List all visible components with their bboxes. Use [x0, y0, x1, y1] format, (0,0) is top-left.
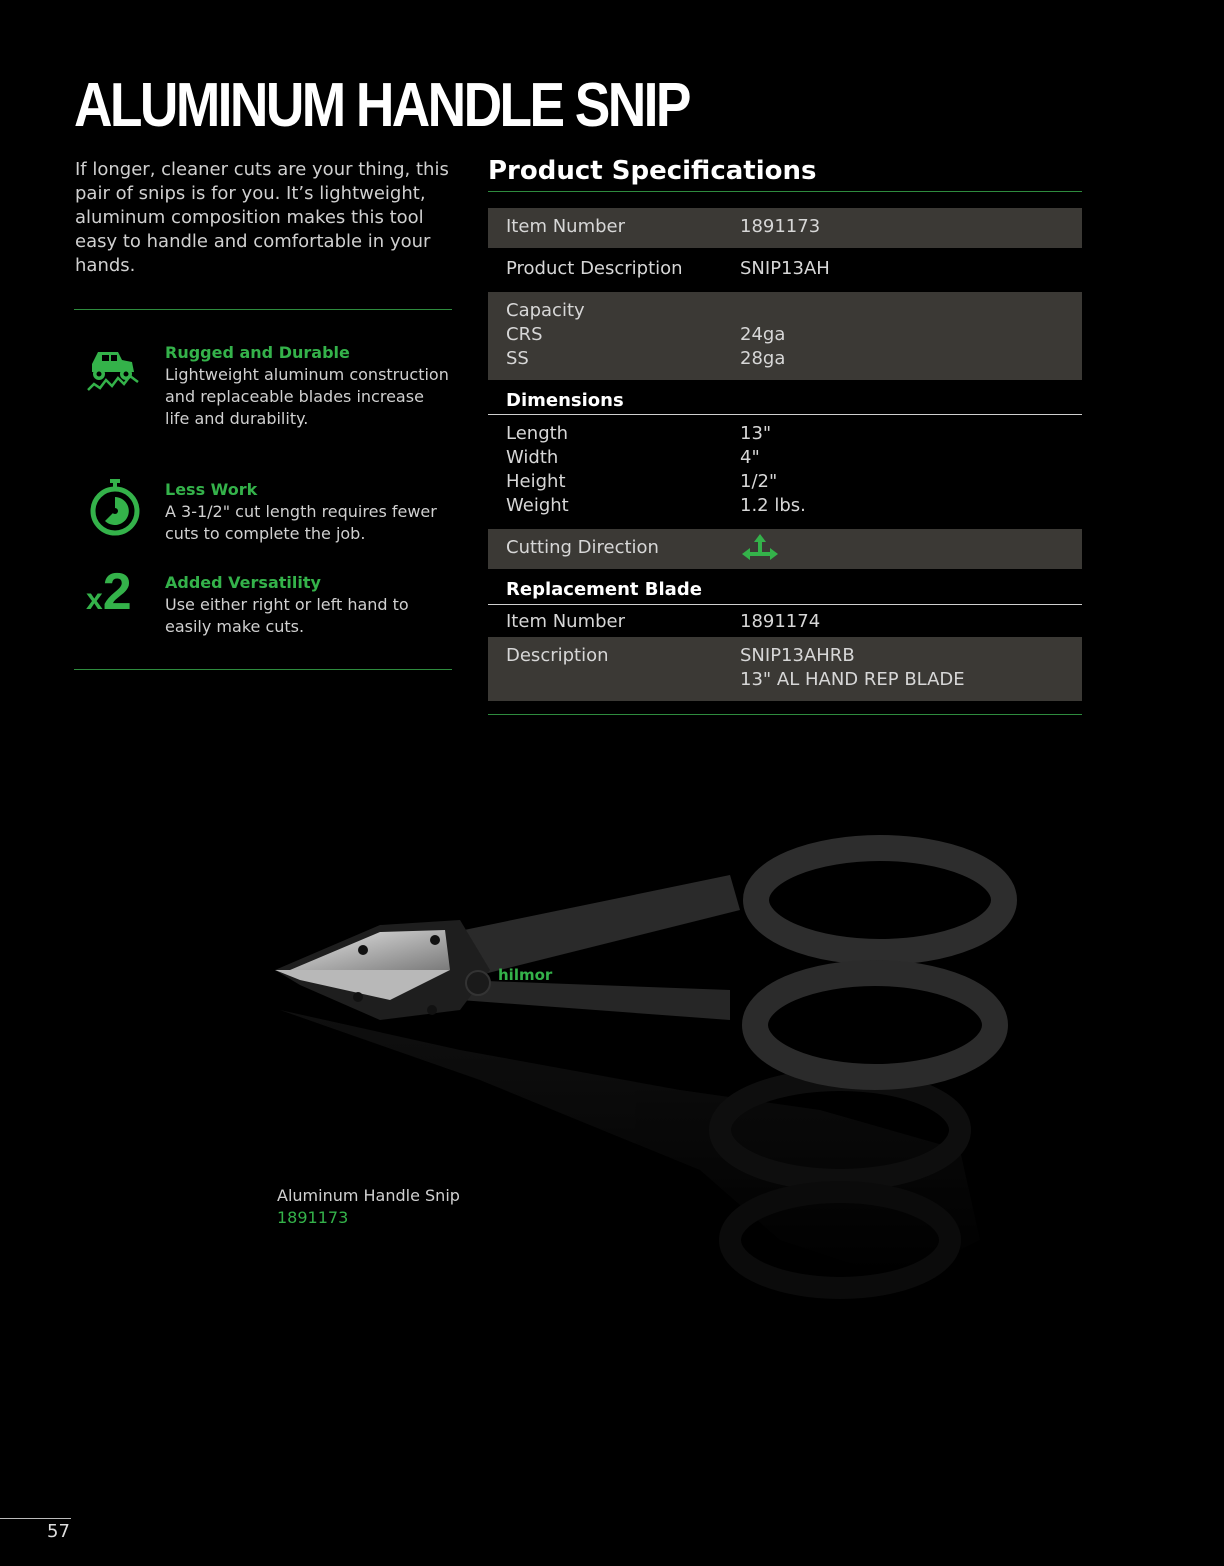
spec-row-cutting-direction: [488, 529, 1082, 569]
spec-row-dimensions: [488, 420, 1082, 526]
page-title: ALUMINUM HANDLE SNIP: [74, 71, 689, 140]
spec-row-blade-item: [488, 606, 1082, 637]
feature-versatility: [74, 563, 454, 642]
spec-value: 1891174: [740, 611, 821, 632]
spec-value: SNIP13AHRB: [740, 645, 855, 666]
spec-value: 24ga: [740, 324, 786, 345]
stopwatch-icon: [84, 479, 144, 539]
feature-title: Rugged and Durable: [165, 343, 350, 362]
spec-value: 1891173: [740, 216, 821, 237]
section-heading-dimensions: Dimensions: [488, 389, 1082, 415]
product-caption: [277, 1185, 460, 1229]
spec-label: SS: [506, 348, 529, 369]
divider: [488, 714, 1082, 715]
spec-label: Width: [506, 447, 559, 468]
divider: [0, 1518, 71, 1519]
spec-row-blade-description: [488, 637, 1082, 701]
feature-body: A 3-1/2" cut length requires fewer cuts to complete the job.: [165, 502, 437, 543]
spec-label: Capacity: [506, 300, 585, 321]
spec-label: Cutting Direction: [506, 537, 659, 558]
spec-label: Height: [506, 471, 566, 492]
spec-value: 4": [740, 447, 760, 468]
feature-less-work: [74, 479, 454, 559]
spec-row-item-number: [488, 208, 1082, 248]
spec-value: SNIP13AH: [740, 258, 830, 279]
divider: [74, 669, 452, 670]
caption-number: 1891173: [277, 1208, 349, 1227]
brand-logo: hilmor: [498, 966, 553, 984]
rugged-vehicle-icon: [84, 342, 144, 402]
caption-name: Aluminum Handle Snip: [277, 1186, 460, 1205]
x2-icon: x2: [86, 563, 132, 621]
spec-value: 1.2 lbs.: [740, 495, 806, 516]
feature-body: Lightweight aluminum construction and replaceable blades increase life and durability.: [165, 365, 449, 428]
cut-direction-arrows-icon: [740, 534, 780, 564]
spec-value: 1/2": [740, 471, 778, 492]
spec-label: Weight: [506, 495, 569, 516]
spec-label: CRS: [506, 324, 543, 345]
divider: [488, 191, 1082, 192]
spec-value: 28ga: [740, 348, 786, 369]
feature-title: Less Work: [165, 480, 258, 499]
feature-title: Added Versatility: [165, 573, 321, 592]
spec-value: 13": [740, 423, 772, 444]
spec-heading: Product Specifications: [488, 156, 817, 186]
spec-label: Description: [506, 645, 609, 666]
spec-row-capacity: [488, 292, 1082, 380]
spec-row-product-description: [488, 248, 1082, 292]
feature-body: Use either right or left hand to easily make cuts.: [165, 595, 409, 636]
spec-value: 13" AL HAND REP BLADE: [740, 669, 965, 690]
feature-rugged: [74, 342, 454, 452]
spec-label: Length: [506, 423, 569, 444]
page-number: 57: [47, 1521, 70, 1542]
spec-label: Item Number: [506, 611, 626, 632]
spec-label: Item Number: [506, 216, 626, 237]
section-heading-replacement-blade: Replacement Blade: [488, 578, 1082, 605]
divider: [74, 309, 452, 310]
spec-label: Product Description: [506, 258, 683, 279]
intro-text: If longer, cleaner cuts are your thing, this pair of snips is for you. It’s lightweight, aluminum composition makes this tool easy to handle and comfortable in your hands.: [75, 159, 449, 276]
